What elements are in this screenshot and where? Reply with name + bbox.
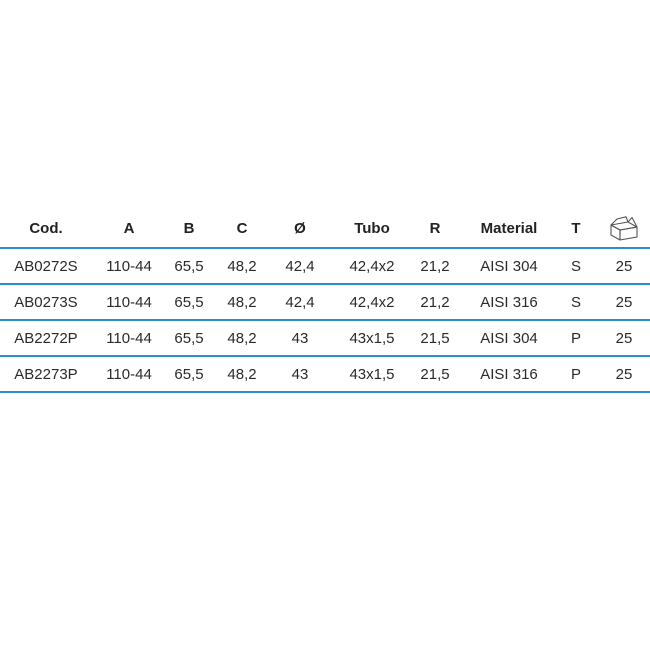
cell-material: AISI 316 — [480, 365, 538, 383]
cell-code: AB0272S — [14, 257, 78, 275]
box-icon — [608, 216, 640, 242]
cell-material: AISI 304 — [480, 257, 538, 275]
table-row — [0, 321, 650, 355]
header-tubo: Tubo — [354, 220, 390, 237]
spec-table — [0, 210, 650, 383]
table-header-row — [0, 210, 650, 247]
table-row — [0, 249, 650, 283]
cell-c: 48,2 — [227, 293, 257, 311]
cell-material: AISI 316 — [480, 293, 538, 311]
row-divider — [0, 391, 650, 393]
header-material: Material — [480, 220, 538, 237]
header-c: C — [236, 220, 248, 237]
cell-diameter: 43 — [291, 365, 309, 383]
cell-tubo: 42,4x2 — [349, 293, 395, 311]
cell-t: S — [570, 257, 581, 275]
header-diameter: Ø — [294, 220, 306, 237]
cell-c: 48,2 — [227, 329, 257, 347]
cell-b: 65,5 — [174, 329, 204, 347]
cell-code: AB0273S — [14, 293, 78, 311]
cell-code: AB2272P — [14, 329, 78, 347]
cell-qty: 25 — [615, 257, 633, 275]
cell-a: 110-44 — [106, 257, 152, 275]
cell-diameter: 42,4 — [285, 293, 315, 311]
cell-qty: 25 — [615, 365, 633, 383]
cell-c: 48,2 — [227, 257, 257, 275]
cell-qty: 25 — [615, 329, 633, 347]
cell-t: P — [570, 329, 581, 347]
cell-r: 21,2 — [420, 257, 450, 275]
cell-b: 65,5 — [174, 365, 204, 383]
cell-b: 65,5 — [174, 293, 204, 311]
cell-qty: 25 — [615, 293, 633, 311]
cell-diameter: 42,4 — [285, 257, 315, 275]
cell-r: 21,5 — [420, 365, 450, 383]
cell-tubo: 43x1,5 — [349, 329, 395, 347]
header-b: B — [183, 220, 195, 237]
cell-diameter: 43 — [291, 329, 309, 347]
cell-t: P — [570, 365, 581, 383]
cell-code: AB2273P — [14, 365, 78, 383]
cell-a: 110-44 — [106, 293, 152, 311]
cell-material: AISI 304 — [480, 329, 538, 347]
header-box — [598, 210, 650, 247]
table-row — [0, 357, 650, 391]
cell-r: 21,5 — [420, 329, 450, 347]
header-r: R — [429, 220, 441, 237]
cell-a: 110-44 — [106, 329, 152, 347]
cell-b: 65,5 — [174, 257, 204, 275]
table-row — [0, 285, 650, 319]
cell-tubo: 43x1,5 — [349, 365, 395, 383]
cell-r: 21,2 — [420, 293, 450, 311]
cell-c: 48,2 — [227, 365, 257, 383]
header-code: Cod. — [29, 220, 63, 237]
cell-t: S — [570, 293, 581, 311]
cell-a: 110-44 — [106, 365, 152, 383]
cell-tubo: 42,4x2 — [349, 257, 395, 275]
header-t: T — [571, 220, 581, 237]
header-a: A — [123, 220, 135, 237]
